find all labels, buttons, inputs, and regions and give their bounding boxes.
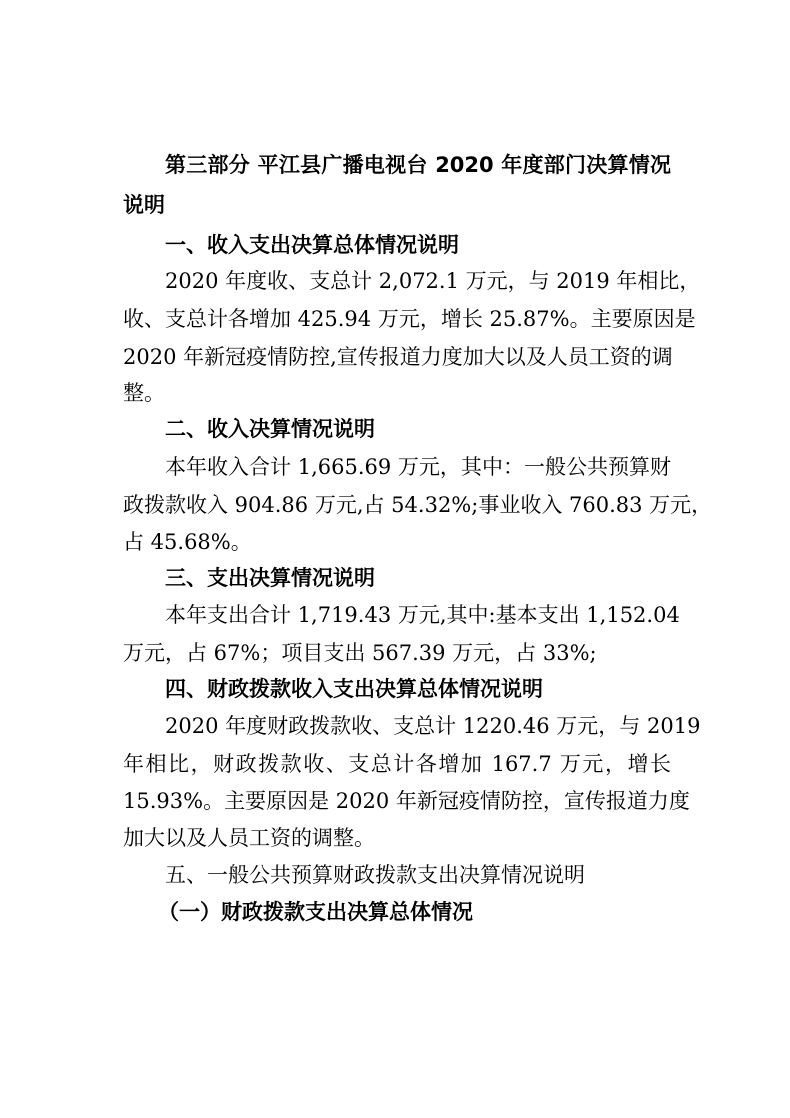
paragraph-line: 本年支出合计 1,719.43 万元,其中:基本支出 1,152.04 bbox=[165, 603, 680, 627]
paragraph-line: 15.93%。主要原因是 2020 年新冠疫情防控，宣传报道力度 bbox=[123, 789, 690, 813]
subsection-heading: （一）财政拨款支出决算总体情况 bbox=[158, 900, 473, 924]
paragraph-line: 万元，占 67%；项目支出 567.39 万元，占 33%; bbox=[123, 641, 597, 665]
paragraph-line: 占 45.68%。 bbox=[123, 530, 252, 554]
paragraph-line: 本年收入合计 1,665.69 万元，其中：一般公共预算财 bbox=[165, 455, 671, 479]
section-heading-expense: 三、支出决算情况说明 bbox=[165, 566, 375, 590]
section-heading-general-budget: 五、一般公共预算财政拨款支出决算情况说明 bbox=[165, 863, 585, 887]
paragraph-line: 2020 年度收、支总计 2,072.1 万元，与 2019 年相比， bbox=[165, 269, 701, 293]
paragraph-line: 政拨款收入 904.86 万元,占 54.32%;事业收入 760.83 万元， bbox=[123, 493, 713, 517]
paragraph-line: 年相比，财政拨款收、支总计各增加 167.7 万元，增长 bbox=[123, 752, 671, 776]
section-heading-fiscal-allocation: 四、财政拨款收入支出决算总体情况说明 bbox=[165, 677, 543, 701]
paragraph-line: 整。 bbox=[123, 381, 165, 405]
paragraph-line: 收、支总计各增加 425.94 万元，增长 25.87%。主要原因是 bbox=[123, 307, 696, 331]
section-heading-income-expense: 一、收入支出决算总体情况说明 bbox=[165, 233, 459, 257]
section-heading-income: 二、收入决算情况说明 bbox=[165, 417, 375, 441]
paragraph-line: 2020 年度财政拨款收、支总计 1220.46 万元，与 2019 bbox=[165, 714, 701, 738]
document-title: 第三部分 平江县广播电视台 2020 年度部门决算情况 bbox=[165, 153, 671, 177]
document-title-continued: 说明 bbox=[123, 193, 165, 217]
paragraph-line: 加大以及人员工资的调整。 bbox=[123, 826, 375, 850]
paragraph-line: 2020 年新冠疫情防控,宣传报道力度加大以及人员工资的调 bbox=[123, 345, 673, 369]
